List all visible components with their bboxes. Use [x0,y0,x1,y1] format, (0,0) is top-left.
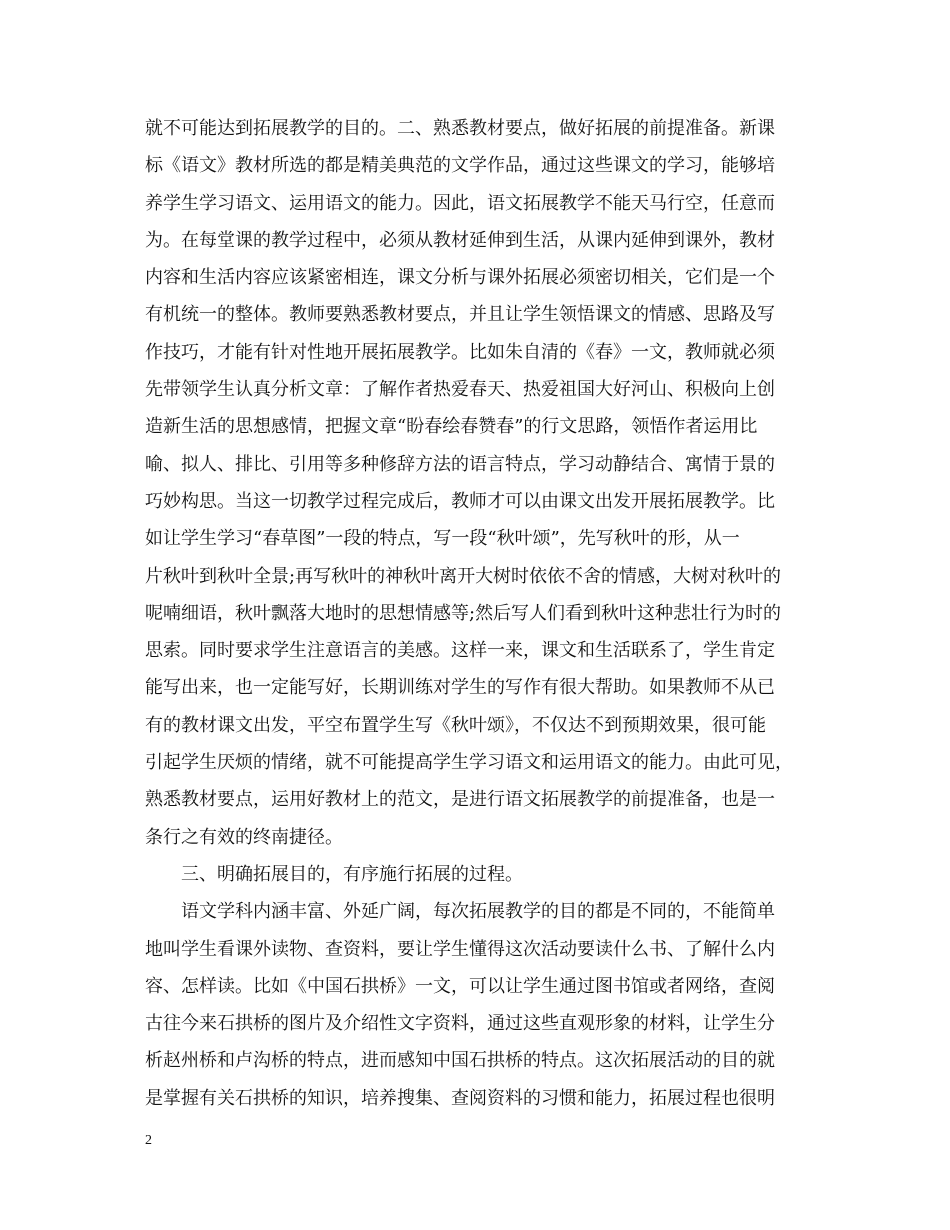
body-text [145,110,805,1117]
text-line: 思索。同时要求学生注意语言的美感。这样一来，课文和生活联系了，学生肯定 [145,640,775,662]
text-line: 如让学生学习“春草图”一段的特点，写一段“秋叶颂”，先写秋叶的形，从一 [145,528,740,550]
text-line: 有机统一的整体。教师要熟悉教材要点，并且让学生领悟课文的情感、思路及写 [145,304,775,326]
text-line: 巧妙构思。当这一切教学过程完成后，教师才可以由课文出发开展拓展教学。比 [145,490,775,512]
text-line: 容、怎样读。比如《中国石拱桥》一文，可以让学生通过图书馆或者网络，查阅 [145,975,775,997]
section-heading: 三、明确拓展目的，有序施行拓展的过程。 [181,863,523,885]
page-number: 2 [145,1133,152,1148]
text-line: 标《语文》教材所选的都是精美典范的文学作品，通过这些课文的学习，能够培 [145,155,775,177]
text-line: 析赵州桥和卢沟桥的特点，进而感知中国石拱桥的特点。这次拓展活动的目的就 [145,1050,775,1072]
text-line: 语文学科内涵丰富、外延广阔，每次拓展教学的目的都是不同的，不能简单 [181,901,775,923]
text-line: 有的教材课文出发，平空布置学生写《秋叶颂》，不仅达不到预期效果，很可能 [145,714,766,736]
text-line: 作技巧，才能有针对性地开展拓展教学。比如朱自清的《春》一文，教师就必须 [145,341,775,363]
text-line: 能写出来，也一定能写好，长期训练对学生的写作有很大帮助。如果教师不从已 [145,677,775,699]
text-line: 熟悉教材要点，运用好教材上的范文，是进行语文拓展教学的前提准备，也是一 [145,789,775,811]
text-line: 为。在每堂课的教学过程中，必须从教材延伸到生活，从课内延伸到课外，教材 [145,229,775,251]
text-line: 是掌握有关石拱桥的知识，培养搜集、查阅资料的习惯和能力，拓展过程也很明 [145,1087,775,1109]
text-line: 古往今来石拱桥的图片及介绍性文字资料，通过这些直观形象的材料，让学生分 [145,1013,775,1035]
text-line: 呢喃细语，秋叶飘落大地时的思想情感等;然后写人们看到秋叶这种悲壮行为时的 [145,602,782,624]
text-line: 喻、拟人、排比、引用等多种修辞方法的语言特点，学习动静结合、寓情于景的 [145,453,775,475]
text-line: 内容和生活内容应该紧密相连，课文分析与课外拓展必须密切相关，它们是一个 [145,267,775,289]
text-line: 引起学生厌烦的情绪，就不可能提高学生学习语文和运用语文的能力。由此可见， [145,752,793,774]
text-line: 先带领学生认真分析文章：了解作者热爱春天、热爱祖国大好河山、积极向上创 [145,379,775,401]
text-line: 养学生学习语文、运用语文的能力。因此，语文拓展教学不能天马行空，任意而 [145,192,775,214]
text-line: 造新生活的思想感情，把握文章“盼春绘春赞春”的行文思路，领悟作者运用比 [145,416,758,438]
text-line: 片秋叶到秋叶全景;再写秋叶的神秋叶离开大树时依依不舍的情感，大树对秋叶的 [145,565,782,587]
text-line: 地叫学生看课外读物、查资料，要让学生懂得这次活动要读什么书、了解什么内 [145,938,775,960]
text-line: 条行之有效的终南捷径。 [145,826,343,848]
text-line: 就不可能达到拓展教学的目的。二、熟悉教材要点，做好拓展的前提准备。新课 [145,118,775,139]
